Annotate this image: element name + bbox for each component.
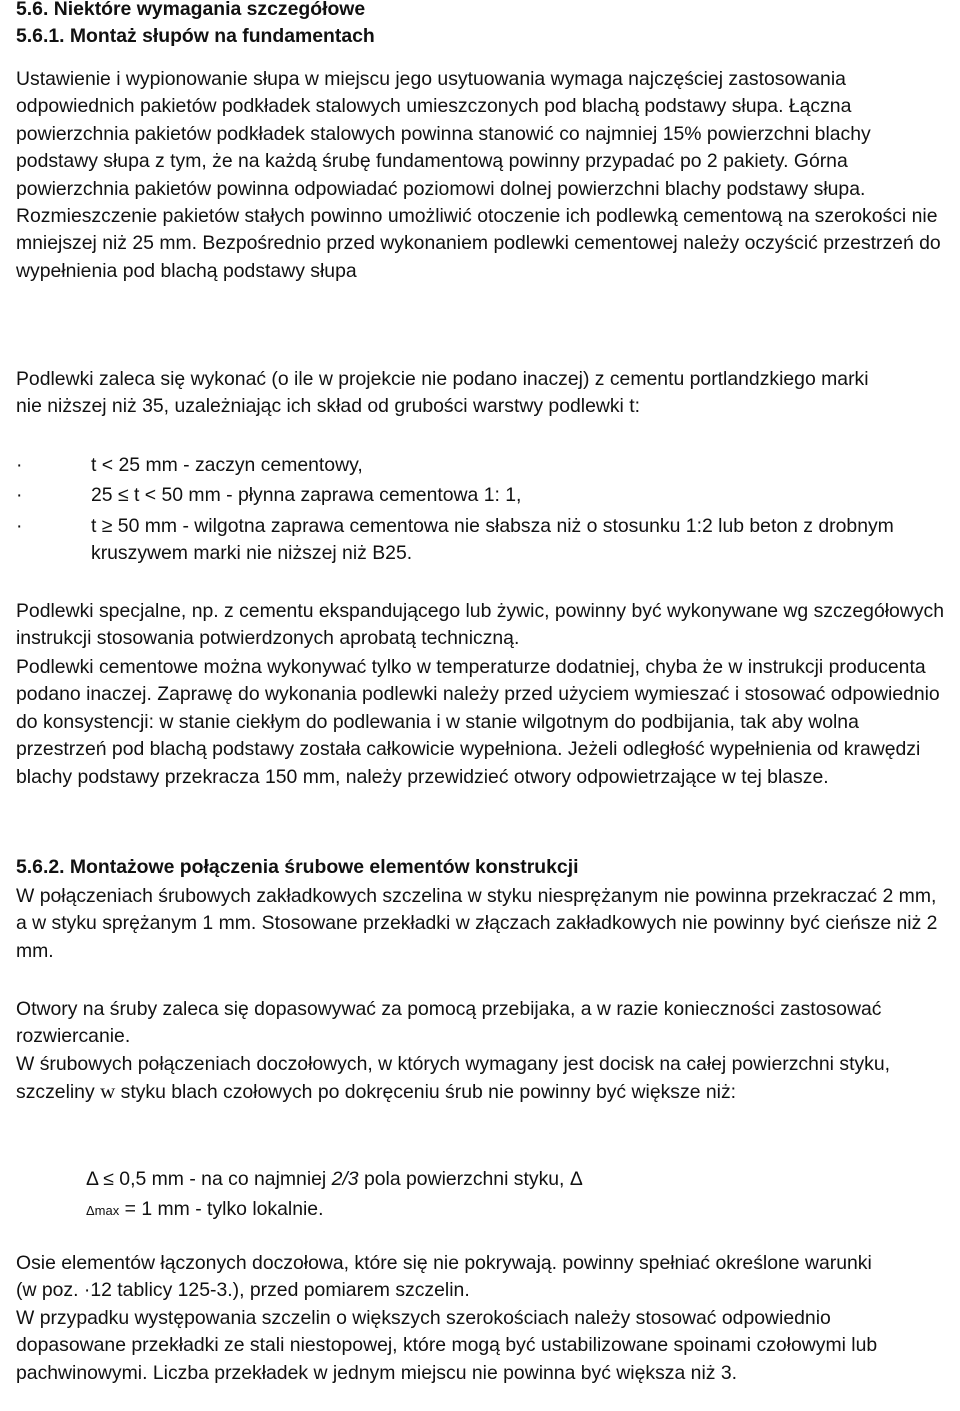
- bullet-dot: ·: [16, 514, 23, 537]
- list-grubosci: [16, 452, 916, 568]
- bullet-dot: ·: [16, 484, 23, 507]
- paragraph-montaz-slupow: Ustawienie i wypionowanie słupa w miejscu jego usytuowania wymaga najczęściej zastosowania odpowiednich pakietów podkładek stalowych umieszczonych pod blachą podstawy słupa. Łączna powierzchnia pakietów podkładek stalowych powinna stanowić co najmniej 15% powierzchni blachy podstawy słupa z tym, że na każdą śrubę fundamentową powinny przypadać po 2 pakiety. Górna powierzchnia pakietów powinna odpowiadać poziomowi dolnej powierzchni blachy podstawy słupa. Rozmieszczenie pakietów stałych powinno umożliwić otoczenie ich podlewką cementową na szerokości nie mniejszej niż 25 mm. Bezpośrednio przed wykonaniem podlewki cementowej należy oczyścić przestrzeń do wypełnienia pod blachą podstawy słupa: [16, 68, 941, 282]
- section-heading-5-6-1: 5.6.1. Montaż słupów na fundamentach: [16, 25, 375, 47]
- paragraph-otwory: Otwory na śruby zaleca się dopasowywać za pomocą przebijaka, a w razie konieczności zastosować rozwiercanie.: [16, 998, 882, 1048]
- section-heading-5-6-2: 5.6.2. Montażowe połączenia śrubowe elementów konstrukcji: [16, 856, 579, 878]
- delta-line-1: Δ ≤ 0,5 mm - na co najmniej 2/3 pola powierzchni styku, Δ: [86, 1168, 583, 1190]
- list-item: · 25 ≤ t < 50 mm - płynna zaprawa cementowa 1: 1,: [16, 482, 916, 509]
- delta-line-2: Δmax = 1 mm - tylko lokalnie.: [86, 1198, 324, 1220]
- paragraph-podlewki-specjalne: Podlewki specjalne, np. z cementu ekspandującego lub żywic, powinny być wykonywane wg szczegółowych instrukcji stosowania potwierdzonych aprobatą techniczną.: [16, 600, 945, 650]
- letter-w: w: [100, 1079, 116, 1104]
- list-item: · t < 25 mm - zaczyn cementowy,: [16, 452, 916, 479]
- paragraph-podlewki: Podlewki zaleca się wykonać (o ile w projekcie nie podano inaczej) z cementu portlandzkiego marki nie niższej niż 35, uzależniając ich skład od grubości warstwy podlewki t:: [16, 368, 869, 418]
- paragraph-przekladki: W przypadku występowania szczelin o większych szerokościach należy stosować odpowiednio dopasowane przekładki ze stali niestopowej, które mogą być ustabilizowane spoinami czołowymi lub pachwinowymi. Liczba przekładek w jednym miejscu nie powinna być większa niż 3.: [16, 1307, 878, 1384]
- paragraph-podlewki-cementowe: Podlewki cementowe można wykonywać tylko w temperaturze dodatniej, chyba że w instrukcji producenta podano inaczej. Zaprawę do wykonania podlewki należy przed użyciem wymieszać i stosować odpowiednio do konsystencji: w stanie ciekłym do podlewania i w stanie wilgotnym do podbijania, tak aby wolna przestrzeń pod blachą podstawy została całkowicie wypełniona. Jeżeli odległość wypełnienia od krawędzi blachy podstawy przekracza 150 mm, należy przewidzieć otwory odpowietrzające w tej blasze.: [16, 656, 940, 788]
- paragraph-polaczenia-doczolowe: W śrubowych połączeniach doczołowych, w których wymagany jest docisk na całej powierzchni styku, szczeliny w styku blach czołowych po dokręceniu śrub nie powinny być większe niż:: [16, 1053, 891, 1104]
- bullet-dot: ·: [16, 454, 23, 476]
- list-item: · t ≥ 50 mm - wilgotna zaprawa cementowa nie słabsza niż o stosunku 1:2 lub beton z drobnym kruszywem marki nie niższej niż B25.: [16, 514, 894, 565]
- fraction-two-thirds: 2/3: [331, 1168, 359, 1190]
- paragraph-polaczenia-zakladkowe: W połączeniach śrubowych zakładkowych szczelina w styku niesprężanym nie powinna przekraczać 2 mm, a w styku sprężanym 1 mm. Stosowane przekładki w złączach zakładkowych nie powinny być cieńsze niż 2 mm.: [16, 885, 938, 962]
- delta-max-symbol: Δmax: [86, 1203, 120, 1218]
- paragraph-osie-elementow: Osie elementów łączonych doczołowa, które się nie pokrywają. powinny spełniać określone warunki (w poz. ·12 tablicy 125-3.), przed pomiarem szczelin.: [16, 1252, 872, 1302]
- section-heading-5-6: 5.6. Niektóre wymagania szczegółowe: [16, 0, 366, 20]
